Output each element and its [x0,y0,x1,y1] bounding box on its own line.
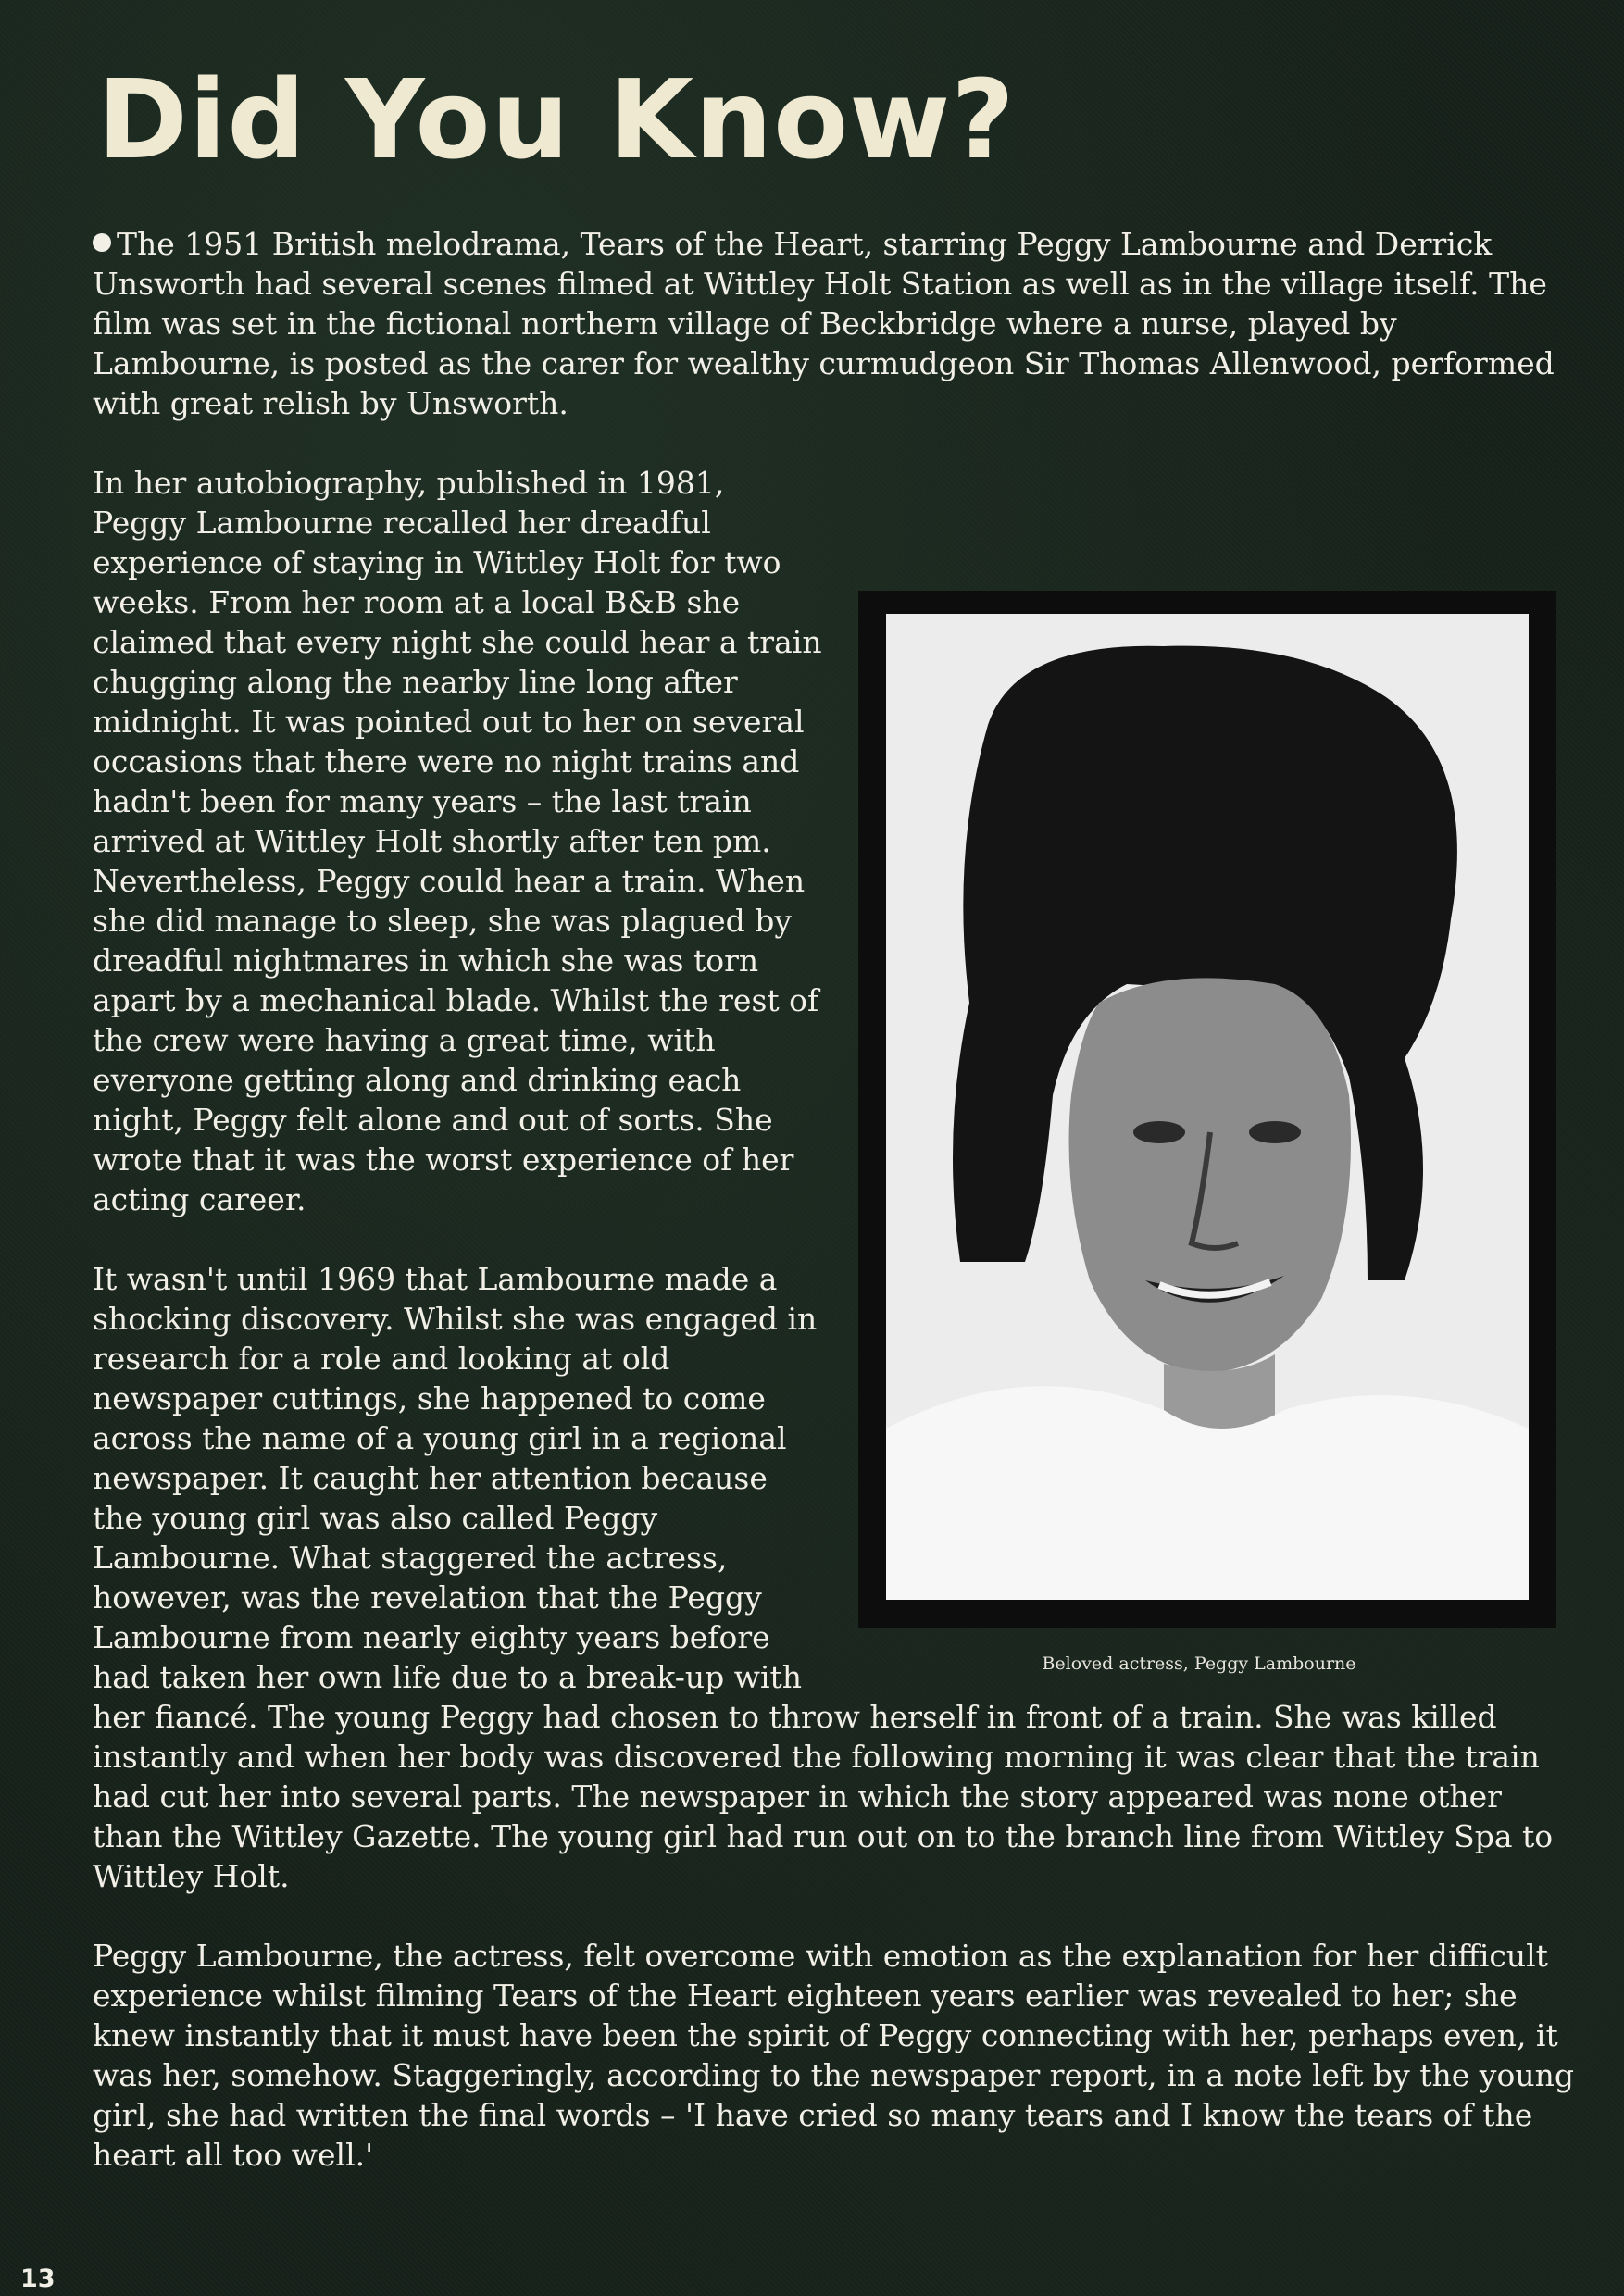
paragraph-autobiography: In her autobiography, published in 1981, Peggy Lambourne recalled her dreadful experience of staying in Wittley Holt for two weeks. From her room at a local B&B she claimed that every night she could hear a train chugging along the nearby line long after midnight. It was pointed out to her on several occasions that there were no night trains and hadn't been for many years – the last train arrived at Wittley Holt shortly after ten pm. Nevertheless, Peggy could hear a train. When she did manage to sleep, she was plagued by dreadful nightmares in which she was torn apart by a mechanical blade. Whilst the rest of the crew were having a great time, with everyone getting along and drinking each night, Peggy felt alone and out of sorts. She wrote that it was the worst experience of her acting career. [93,465,822,1217]
page-title: Did You Know? [97,56,1016,183]
portrait-image [886,614,1529,1600]
paragraph-conclusion: Peggy Lambourne, the actress, felt overcome with emotion as the explanation for her difficult experience whilst filming Tears of the Heart eighteen years earlier was revealed to her; she knew instantly that it must have been the spirit of Peggy connecting with her, perhaps even, it was her, somehow. Staggeringly, according to the newspaper report, in a note left by the young girl, she had written the final words – 'I have cried so many tears and I know the tears of the heart all too well.' [93,1938,1574,2173]
actress-photo [886,614,1529,1600]
photo-frame [858,591,1556,1628]
paragraph-discovery: It wasn't until 1969 that Lambourne made a shocking discovery. Whilst she was engaged in research for a role and looking at old newspaper cuttings, she happened to come across the name of a young girl in a regional newspaper. It caught her attention because the young girl was also called Peggy Lambourne. What staggered the actress, however, was the revelation that the Peggy Lambourne from nearly eighty years before had taken her own life due to a break-up with her fiancé. The young Peggy had chosen to throw herself in front of a train. She was killed instantly and when her body was discovered the following morning it was clear that the train had cut her into several parts. The newspaper in which the story appeared was none other than the Wittley Gazette. The young girl had run out on to the branch line from Wittley Spa to Wittley Holt. [93,1261,1554,1894]
photo-caption: Beloved actress, Peggy Lambourne [1042,1653,1356,1674]
bullet-icon [93,233,111,252]
paragraph-intro-text: The 1951 British melodrama, Tears of the Heart, starring Peggy Lambourne and Derrick Unsworth had several scenes filmed at Wittley Holt Station as well as in the village itself. The film was set in the fictional northern village of Beckbridge where a nurse, played by Lambourne, is posted as the carer for wealthy curmudgeon Sir Thomas Allenwood, performed with great relish by Unsworth. [93,226,1555,421]
paragraph-intro [93,224,1574,423]
page-number: 13 [20,2265,56,2293]
